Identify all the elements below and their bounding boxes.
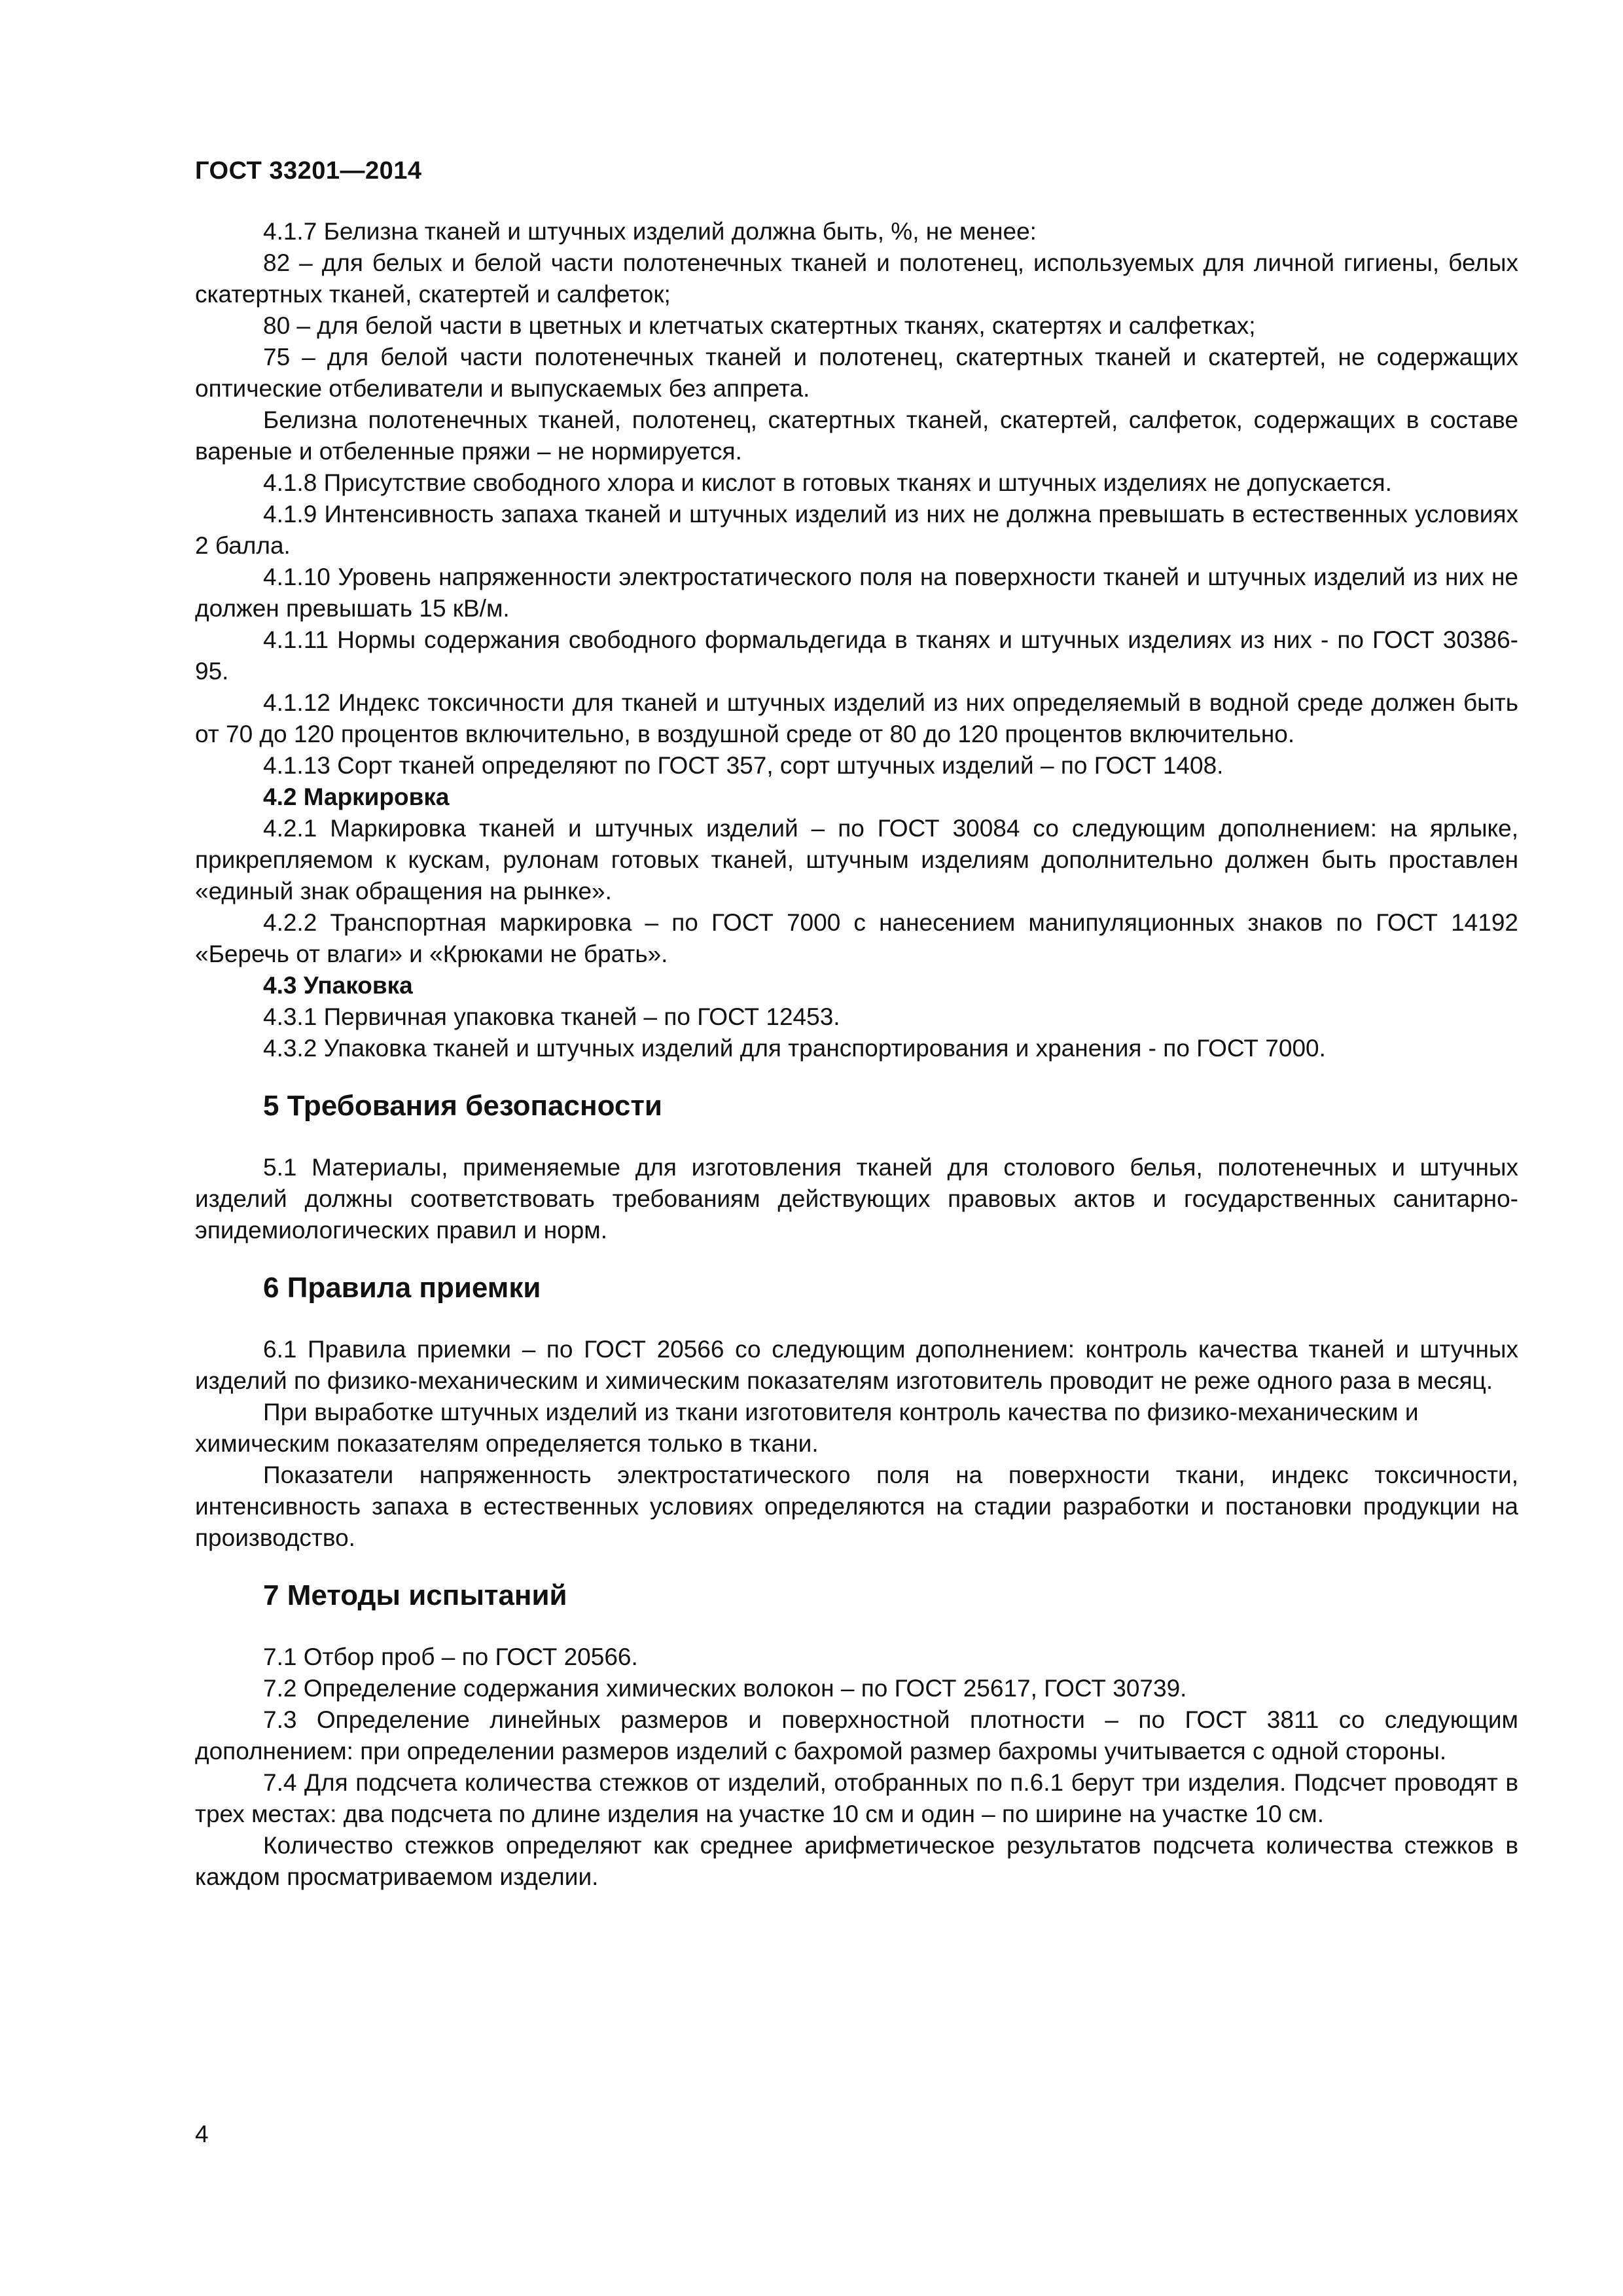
subsection-heading-4-2: 4.2 Маркировка	[263, 783, 450, 810]
paragraph-6-1-quality-control: При выработке штучных изделий из ткани изготовителя контроль качества по физико-механическим и химическим показателям определяется только в ткани.	[195, 1399, 1419, 1457]
page-number: 4	[195, 2121, 209, 2147]
paragraph-7-1: 7.1 Отбор проб – по ГОСТ 20566.	[263, 1643, 638, 1670]
paragraph-4-2-2: 4.2.2 Транспортная маркировка – по ГОСТ 7000 с нанесением манипуляционных знаков по ГОСТ 14192 «Беречь от влаги» и «Крюками не брать».	[195, 909, 1518, 967]
paragraph-4-3-2: 4.3.2 Упаковка тканей и штучных изделий для транспортирования и хранения - по ГОСТ 7000.	[263, 1035, 1326, 1062]
paragraph-4-1-10: 4.1.10 Уровень напряженности электростатического поля на поверхности тканей и штучных изделий из них не должен превышать 15 кВ/м.	[195, 564, 1518, 622]
paragraph-5-1: 5.1 Материалы, применяемые для изготовления тканей для столового белья, полотенечных и штучных изделий должны соответствовать требованиям действующих правовых актов и государственных санитарно-эпидемиологических правил и норм.	[195, 1154, 1518, 1244]
paragraph-whiteness-82: 82 – для белых и белой части полотенечных тканей и полотенец, используемых для личной гигиены, белых скатертных тканей, скатертей и салфеток;	[195, 249, 1518, 308]
subsection-heading-4-3: 4.3 Упаковка	[263, 972, 413, 999]
paragraph-whiteness-80: 80 – для белой части в цветных и клетчатых скатертных тканях, скатертях и салфетках;	[263, 312, 1256, 339]
section-heading-5: 5 Требования безопасности	[263, 1090, 662, 1122]
section-heading-6: 6 Правила приемки	[263, 1272, 541, 1304]
document-body	[195, 216, 1518, 1893]
section-heading-7: 7 Методы испытаний	[263, 1579, 567, 1611]
paragraph-4-1-8: 4.1.8 Присутствие свободного хлора и кислот в готовых тканях и штучных изделиях не допускается.	[263, 469, 1392, 496]
paragraph-7-4-stitch-count: Количество стежков определяют как среднее арифметическое результатов подсчета количества стежков в каждом просматриваемом изделии.	[195, 1832, 1518, 1890]
document-code-header: ГОСТ 33201—2014	[195, 157, 422, 185]
paragraph-7-3: 7.3 Определение линейных размеров и поверхностной плотности – по ГОСТ 3811 со следующим дополнением: при определении размеров изделий с бахромой размер бахромы учитывается с одной стороны.	[195, 1706, 1518, 1765]
paragraph-4-2-1: 4.2.1 Маркировка тканей и штучных изделий – по ГОСТ 30084 со следующим дополнением: на ярлыке, прикрепляемом к кускам, рулонам готовых тканей, штучным изделиям дополнительно должен быть проставлен «единый знак обращения на рынке».	[195, 815, 1518, 905]
paragraph-6-1-indicators: Показатели напряженность электростатического поля на поверхности ткани, индекс токсичности, интенсивность запаха в естественных условиях определяются на стадии разработки и постановки продукции на производство.	[195, 1462, 1518, 1551]
paragraph-4-1-11: 4.1.11 Нормы содержания свободного формальдегида в тканях и штучных изделиях из них - по ГОСТ 30386-95.	[195, 626, 1518, 685]
paragraph-whiteness-not-normed: Белизна полотенечных тканей, полотенец, скатертных тканей, скатертей, салфеток, содержащих в составе вареные и отбеленные пряжи – не нормируется.	[195, 406, 1518, 465]
paragraph-4-1-13: 4.1.13 Сорт тканей определяют по ГОСТ 357, сорт штучных изделий – по ГОСТ 1408.	[263, 752, 1224, 779]
paragraph-4-3-1: 4.3.1 Первичная упаковка тканей – по ГОСТ 12453.	[263, 1003, 840, 1030]
paragraph-4-1-9: 4.1.9 Интенсивность запаха тканей и штучных изделий из них не должна превышать в естественных условиях 2 балла.	[195, 501, 1518, 559]
paragraph-7-2: 7.2 Определение содержания химических волокон – по ГОСТ 25617, ГОСТ 30739.	[263, 1675, 1187, 1702]
paragraph-whiteness-75: 75 – для белой части полотенечных тканей и полотенец, скатертных тканей и скатертей, не содержащих оптические отбеливатели и выпускаемых без аппрета.	[195, 344, 1518, 402]
paragraph-6-1: 6.1 Правила приемки – по ГОСТ 20566 со следующим дополнением: контроль качества тканей и штучных изделий по физико-механическим и химическим показателям изготовитель проводит не реже одного раза в месяц.	[195, 1336, 1518, 1394]
paragraph-4-1-12: 4.1.12 Индекс токсичности для тканей и штучных изделий из них определяемый в водной среде должен быть от 70 до 120 процентов включительно, в воздушной среде от 80 до 120 процентов включительно.	[195, 689, 1518, 747]
paragraph-4-1-7: 4.1.7 Белизна тканей и штучных изделий должна быть, %, не менее:	[263, 218, 1037, 245]
paragraph-7-4: 7.4 Для подсчета количества стежков от изделий, отобранных по п.6.1 берут три изделия. Подсчет проводят в трех местах: два подсчета по длине изделия на участке 10 см и один – по ширине на участке 10 см.	[195, 1769, 1518, 1827]
